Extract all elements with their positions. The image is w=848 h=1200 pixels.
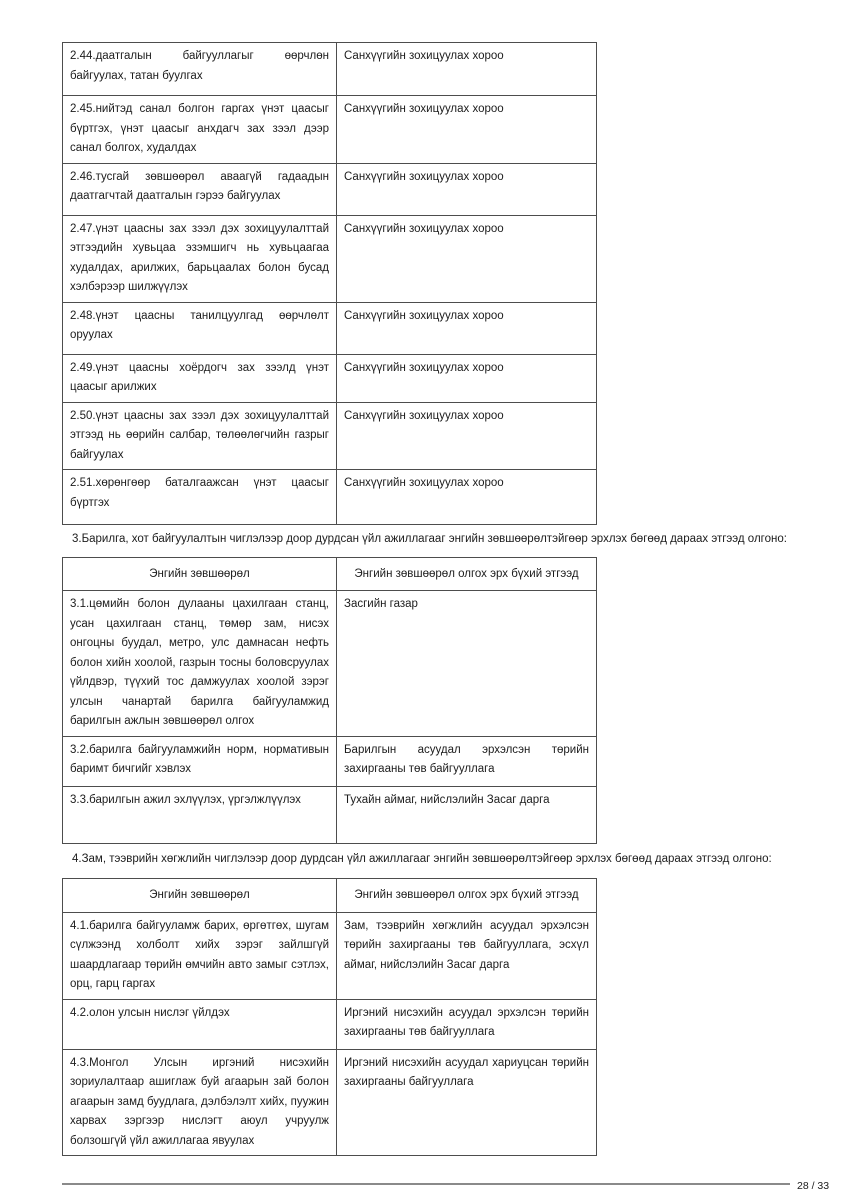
table-row bbox=[63, 402, 597, 470]
table-row bbox=[63, 302, 597, 354]
table-row bbox=[63, 43, 597, 96]
table-row bbox=[63, 1049, 597, 1156]
table-row bbox=[63, 354, 597, 402]
table-row bbox=[63, 470, 597, 525]
table-row bbox=[63, 163, 597, 215]
table-row bbox=[63, 999, 597, 1049]
table-header-row bbox=[63, 878, 597, 912]
issuing-authority-cell: Барилгын асуудал эрхэлсэн төрийн захиргааны төв байгууллага bbox=[337, 736, 597, 786]
permit-activity-cell: 4.3.Монгол Улсын иргэний нисэхийн зориулалтаар ашиглаж буй агаарын зай болон агаарын замд буудлага, дэлбэлэлт хийх, пуужин харвах зэргээр нислэгт аюул учруулж болзошгүй үйл ажиллагаа явуулах bbox=[63, 1049, 337, 1156]
permit-activity-cell: 2.44.даатгалын байгууллагыг өөрчлөн байгуулах, татан буулгах bbox=[63, 43, 337, 96]
table-row bbox=[63, 215, 597, 302]
permit-activity-cell: 4.2.олон улсын нислэг үйлдэх bbox=[63, 999, 337, 1049]
table-row bbox=[63, 786, 597, 843]
authority-column-header: Энгийн зөвшөөрөл олгох эрх бүхий этгээд bbox=[337, 878, 597, 912]
table-row bbox=[63, 591, 597, 737]
section-4-intro-paragraph: 4.Зам, тээврийн хөгжлийн чиглэлээр доор дурдсан үйл ажиллагааг энгийн зөвшөөрөлтэйгөөр эрхлэх бөгөөд дараах этгээд олгоно: bbox=[72, 852, 772, 865]
issuing-authority-cell: Зам, тээврийн хөгжлийн асуудал эрхэлсэн төрийн захиргааны төв байгууллага, эсхүл аймаг, нийслэлийн Засаг дарга bbox=[337, 912, 597, 999]
page-number: 28 / 33 bbox=[797, 1180, 830, 1192]
construction-permits-table bbox=[62, 557, 597, 844]
issuing-authority-cell: Санхүүгийн зохицуулах хороо bbox=[337, 402, 597, 470]
permit-activity-cell: 4.1.барилга байгууламж барих, өргөтгөх, шугам сүлжээнд холболт хийх зэрэг зайлшгүй шаардлагаар төрийн өмчийн авто замыг сэтлэх, орц, гарц гаргах bbox=[63, 912, 337, 999]
issuing-authority-cell: Санхүүгийн зохицуулах хороо bbox=[337, 354, 597, 402]
issuing-authority-cell: Санхүүгийн зохицуулах хороо bbox=[337, 96, 597, 164]
permit-activity-cell: 2.47.үнэт цаасны зах зээл дэх зохицуулалттай этгээдийн хувьцаа эзэмшигч нь хувьцаагаа худалдах, арилжих, барьцаалах болон бусад хэлбэрээр шилжүүлэх bbox=[63, 215, 337, 302]
issuing-authority-cell: Санхүүгийн зохицуулах хороо bbox=[337, 43, 597, 96]
transport-permits-table bbox=[62, 878, 597, 1157]
permit-activity-cell: 2.46.тусгай зөвшөөрөл аваагүй гадаадын даатгагчтай даатгалын гэрээ байгуулах bbox=[63, 163, 337, 215]
permit-activity-cell: 2.48.үнэт цаасны танилцуулгад өөрчлөлт оруулах bbox=[63, 302, 337, 354]
permit-column-header: Энгийн зөвшөөрөл bbox=[63, 558, 337, 591]
issuing-authority-cell: Санхүүгийн зохицуулах хороо bbox=[337, 470, 597, 525]
table-header-row bbox=[63, 558, 597, 591]
table-row bbox=[63, 736, 597, 786]
permit-column-header: Энгийн зөвшөөрөл bbox=[63, 878, 337, 912]
permit-activity-cell: 3.2.барилга байгууламжийн норм, нормативын баримт бичгийг хэвлэх bbox=[63, 736, 337, 786]
issuing-authority-cell: Санхүүгийн зохицуулах хороо bbox=[337, 215, 597, 302]
permit-activity-cell: 2.50.үнэт цаасны зах зээл дэх зохицуулалттай этгээд нь өөрийн салбар, төлөөлөгчийн газрыг байгуулах bbox=[63, 402, 337, 470]
section-3-intro-paragraph: 3.Барилга, хот байгуулалтын чиглэлээр доор дурдсан үйл ажиллагааг энгийн зөвшөөрөлтэйгөөр эрхлэх бөгөөд дараах этгээд олгоно: bbox=[72, 533, 787, 545]
issuing-authority-cell: Иргэний нисэхийн асуудал хариуцсан төрийн захиргааны байгууллага bbox=[337, 1049, 597, 1156]
issuing-authority-cell: Санхүүгийн зохицуулах хороо bbox=[337, 302, 597, 354]
permit-activity-cell: 2.51.хөрөнгөөр баталгаажсан үнэт цаасыг бүртгэх bbox=[63, 470, 337, 525]
permit-activity-cell: 3.3.барилгын ажил эхлүүлэх, үргэлжлүүлэх bbox=[63, 786, 337, 843]
page-footer bbox=[62, 1180, 830, 1193]
table-row bbox=[63, 96, 597, 164]
permit-activity-cell: 2.45.нийтэд санал болгон гаргах үнэт цаасыг бүртгэх, үнэт цаасыг анхдагч зах зээл дээр санал болгох, худалдах bbox=[63, 96, 337, 164]
permit-activity-cell: 3.1.цөмийн болон дулааны цахилгаан станц, усан цахилгаан станц, төмөр зам, нисэх онгоцны буудал, метро, улс дамнасан нефть болон хийн хоолой, газрын тосны боловсруулах үйлдвэр, түүхий тос дамжуулах хоолой зэрэг улсын чанартай барилга байгууламжид барилгын ажлын зөвшөөрөл олгох bbox=[63, 591, 337, 737]
permit-activity-cell: 2.49.үнэт цаасны хоёрдогч зах зээлд үнэт цаасыг арилжих bbox=[63, 354, 337, 402]
issuing-authority-cell: Иргэний нисэхийн асуудал эрхэлсэн төрийн захиргааны төв байгууллага bbox=[337, 999, 597, 1049]
footer-rule bbox=[62, 1183, 790, 1185]
table-row bbox=[63, 912, 597, 999]
authority-column-header: Энгийн зөвшөөрөл олгох эрх бүхий этгээд bbox=[337, 558, 597, 591]
issuing-authority-cell: Тухайн аймаг, нийслэлийн Засаг дарга bbox=[337, 786, 597, 843]
issuing-authority-cell: Засгийн газар bbox=[337, 591, 597, 737]
issuing-authority-cell: Санхүүгийн зохицуулах хороо bbox=[337, 163, 597, 215]
finance-permits-table bbox=[62, 42, 597, 525]
